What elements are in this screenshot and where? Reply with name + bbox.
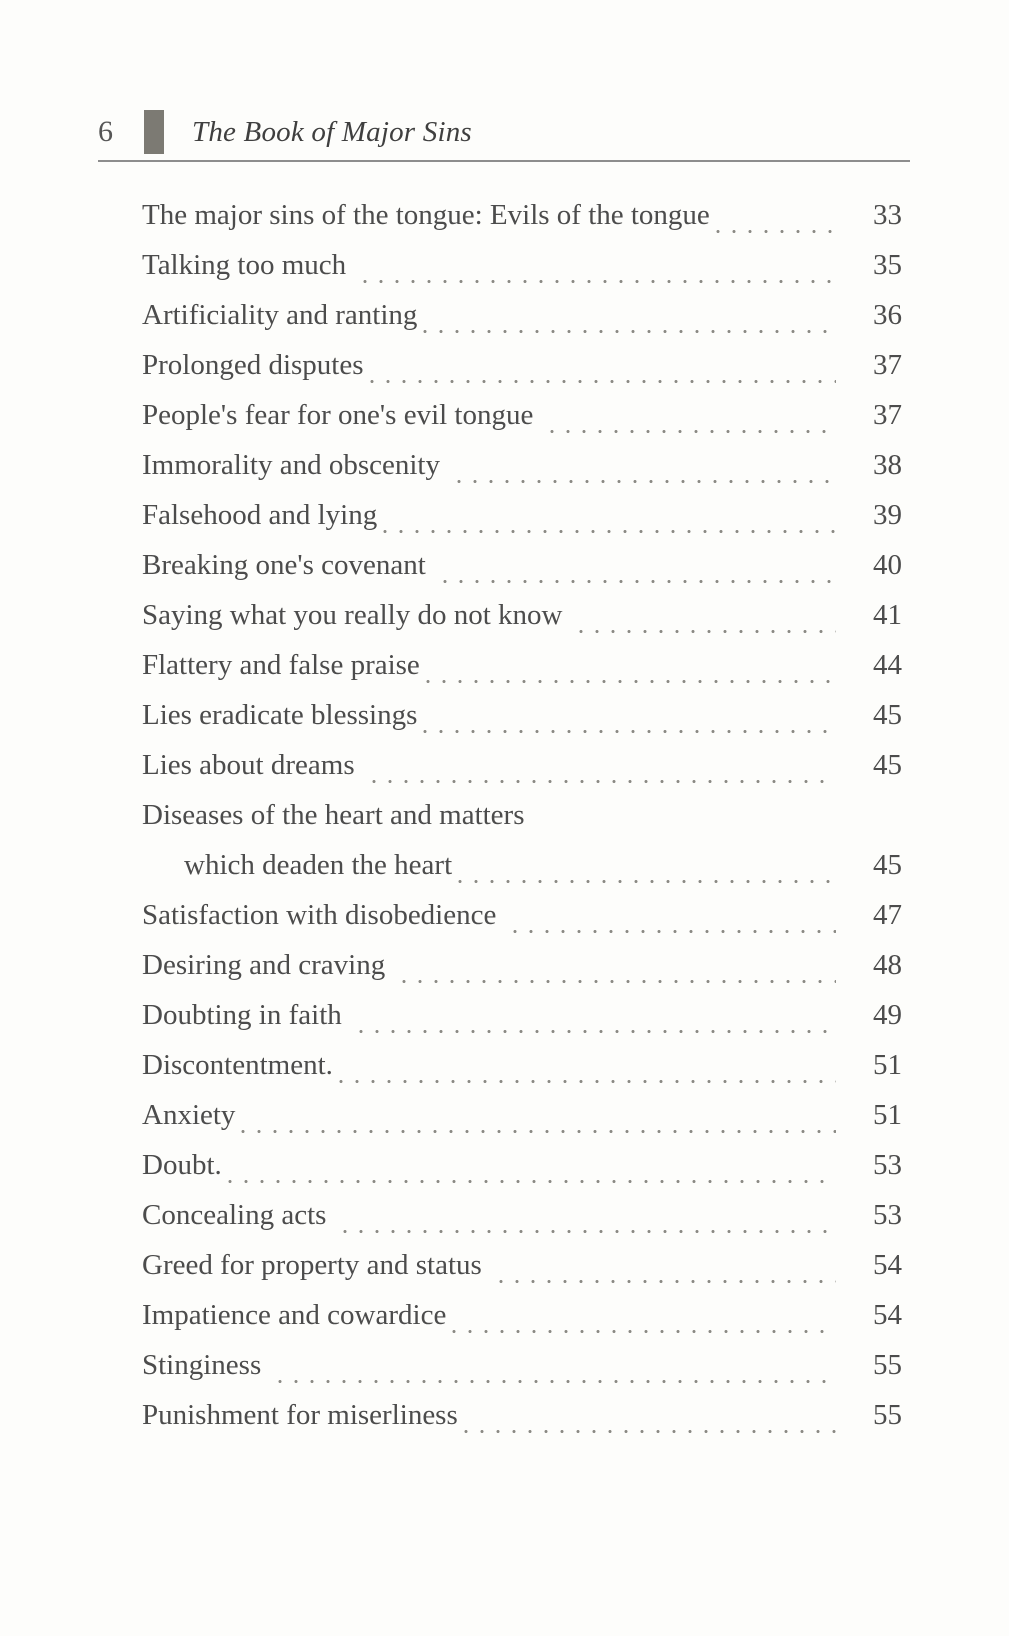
toc-entry-label: Satisfaction with disobedience [142,899,497,931]
toc-dot-leader [337,1210,836,1240]
toc-entry-label: Concealing acts [142,1199,327,1231]
toc-dot-leader [353,1010,836,1040]
toc-entry[interactable] [142,590,902,640]
toc-dot-leader [235,1110,836,1140]
toc-entry-page-number: 54 [873,1249,902,1281]
toc-entry[interactable] [142,1340,902,1390]
toc-dot-leader [396,960,836,990]
toc-entry-page-number: 41 [873,599,902,631]
toc-dot-leader [573,610,836,640]
toc-entry-page-number: 38 [873,449,902,481]
toc-entry[interactable] [142,690,902,740]
toc-dot-leader [507,910,836,940]
toc-dot-leader [364,360,836,390]
toc-entry-label: Flattery and false praise [142,649,420,681]
toc-entry-label: Doubting in faith [142,999,342,1031]
toc-entry-page-number: 55 [873,1349,902,1381]
toc-entry[interactable] [142,740,902,790]
toc-entry-label-continuation: which deaden the heart [184,849,453,881]
toc-dot-leader [451,460,836,490]
toc-dot-leader [357,260,836,290]
toc-entry-label: Breaking one's covenant [142,549,426,581]
toc-entry[interactable] [142,1140,902,1190]
toc-dot-leader [452,860,836,890]
toc-entry-page-number: 55 [873,1399,902,1431]
book-title: The Book of Major Sins [192,115,472,148]
toc-entry-label: Desiring and craving [142,949,386,981]
table-of-contents [142,190,902,1440]
toc-dot-leader [446,1310,836,1340]
toc-entry-label: Anxiety [142,1099,236,1131]
toc-entry-page-number: 39 [873,499,902,531]
toc-entry-label: Talking too much [142,249,347,281]
toc-dot-leader [377,510,836,540]
toc-dot-leader [458,1410,836,1440]
toc-dot-leader [333,1060,836,1090]
toc-dot-leader [437,560,836,590]
running-header [98,104,910,160]
toc-dot-leader [417,710,836,740]
toc-entry-label: People's fear for one's evil tongue [142,399,534,431]
toc-entry[interactable] [142,490,902,540]
page-number-folio: 6 [98,115,113,148]
toc-entry-label: Stinginess [142,1349,262,1381]
toc-entry-page-number: 44 [873,649,902,681]
toc-entry-label: Lies about dreams [142,749,355,781]
toc-entry-page-number: 40 [873,549,902,581]
toc-entry[interactable] [142,940,902,990]
toc-entry[interactable] [142,240,902,290]
toc-entry-page-number: 37 [873,399,902,431]
toc-entry-page-number: 45 [873,849,902,881]
toc-entry-page-number: 53 [873,1199,902,1231]
toc-entry-label: Saying what you really do not know [142,599,563,631]
toc-dot-leader [366,760,836,790]
toc-entry-page-number: 54 [873,1299,902,1331]
toc-dot-leader [417,310,836,340]
toc-entry-page-number: 48 [873,949,902,981]
toc-entry-page-number: 36 [873,299,902,331]
toc-entry-label: Falsehood and lying [142,499,378,531]
toc-entry[interactable] [142,290,902,340]
toc-entry[interactable] [142,890,902,940]
toc-entry-page-number: 51 [873,1099,902,1131]
toc-entry[interactable] [142,640,902,690]
toc-entry[interactable] [142,990,902,1040]
toc-entry-page-number: 33 [873,199,902,231]
toc-entry[interactable] [142,540,902,590]
toc-entry-page-number: 37 [873,349,902,381]
toc-entry-label: Greed for property and status [142,1249,482,1281]
toc-entry-label: Artificiality and ranting [142,299,418,331]
toc-entry-page-number: 45 [873,699,902,731]
toc-entry[interactable] [142,1090,902,1140]
toc-entry[interactable] [142,790,902,890]
toc-entry-page-number: 51 [873,1049,902,1081]
header-divider-rule [98,160,910,162]
toc-entry[interactable] [142,1240,902,1290]
toc-entry-label: Lies eradicate blessings [142,699,418,731]
toc-entry[interactable] [142,340,902,390]
toc-entry-label: Doubt. [142,1149,222,1181]
toc-entry[interactable] [142,1390,902,1440]
toc-entry-label: Diseases of the heart and matters [142,799,525,831]
toc-entry-page-number: 49 [873,999,902,1031]
toc-entry-label: Punishment for miserliness [142,1399,458,1431]
toc-entry[interactable] [142,190,902,240]
toc-entry[interactable] [142,390,902,440]
toc-entry-label: Discontentment. [142,1049,333,1081]
toc-dot-leader [420,660,836,690]
toc-entry-page-number: 35 [873,249,902,281]
toc-entry[interactable] [142,1040,902,1090]
toc-entry[interactable] [142,440,902,490]
toc-entry-label: Impatience and cowardice [142,1299,447,1331]
toc-dot-leader [493,1260,836,1290]
toc-entry[interactable] [142,1190,902,1240]
toc-entry[interactable] [142,1290,902,1340]
toc-entry-label: The major sins of the tongue: Evils of the tongue [142,199,710,231]
toc-entry-page-number: 45 [873,749,902,781]
toc-dot-leader [544,410,836,440]
toc-entry-page-number: 47 [873,899,902,931]
toc-entry-page-number: 53 [873,1149,902,1181]
toc-dot-leader [222,1160,836,1190]
toc-entry-label: Prolonged disputes [142,349,364,381]
toc-entry-label: Immorality and obscenity [142,449,440,481]
header-ornament-block [144,110,164,154]
toc-dot-leader [272,1360,836,1390]
toc-dot-leader [710,210,836,240]
